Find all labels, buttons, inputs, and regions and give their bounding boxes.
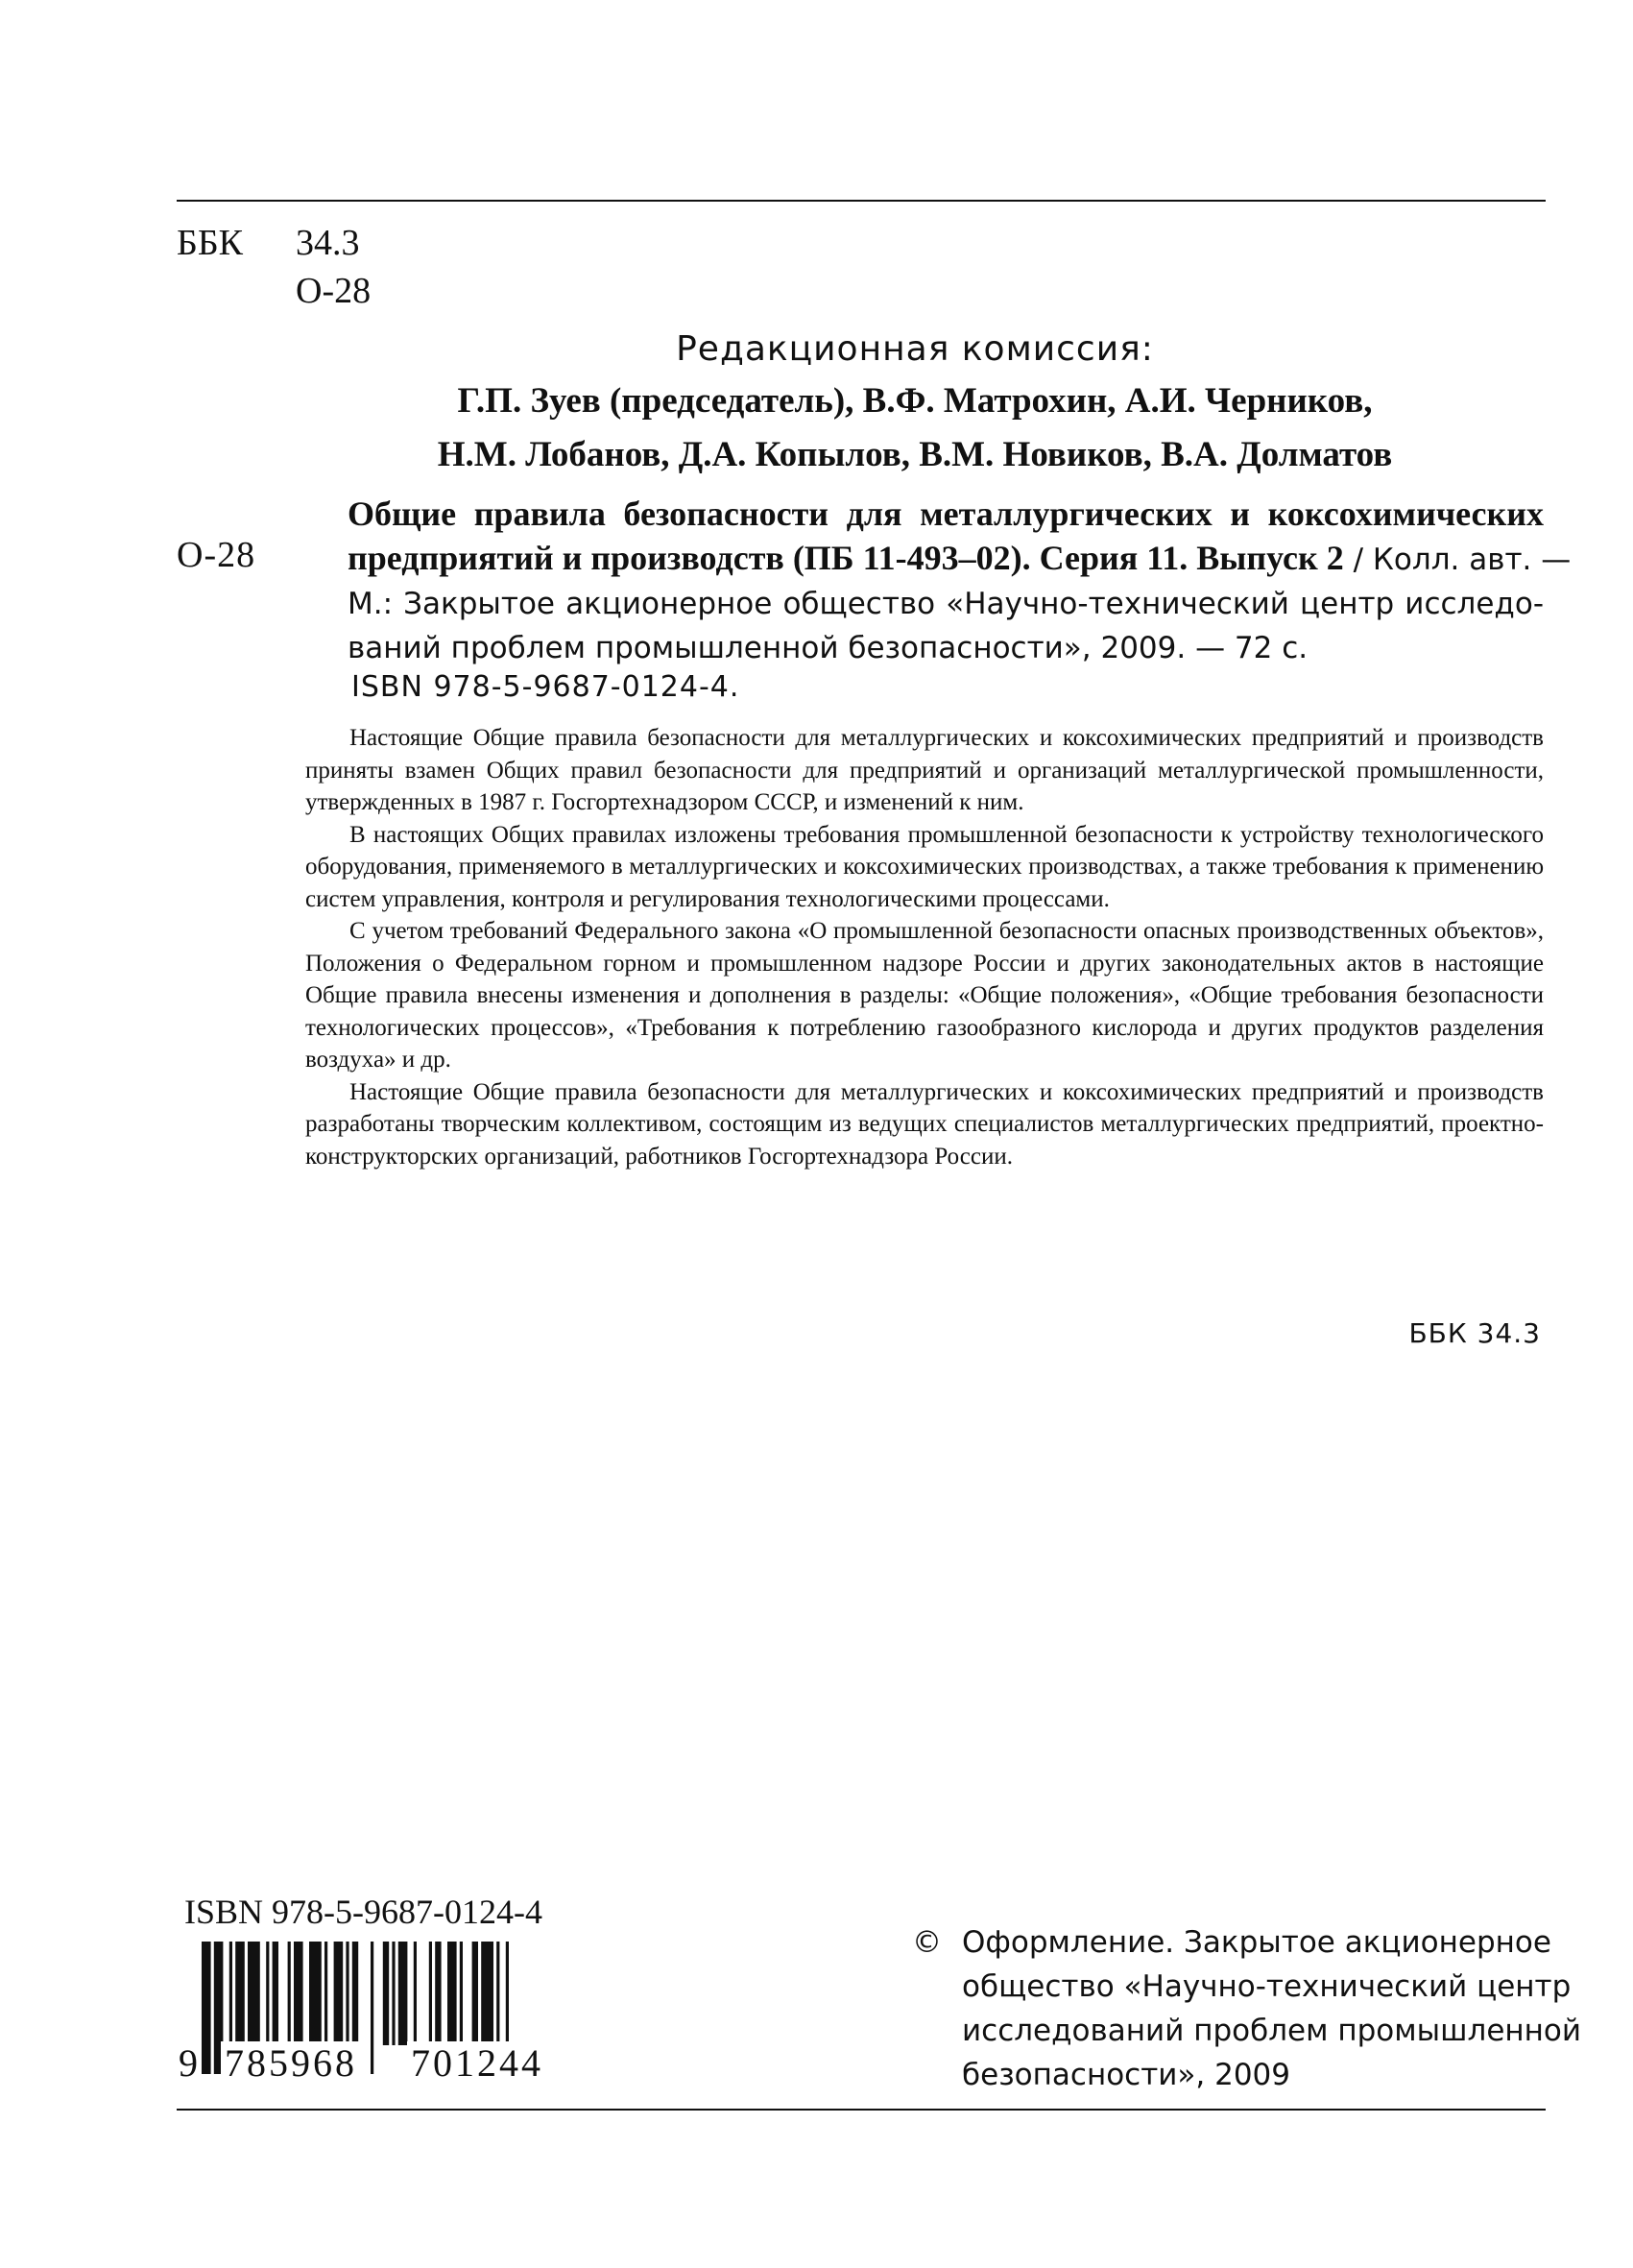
barcode-bar [235,1942,245,2045]
barcode-bar [309,1942,322,2045]
barcode-bar [346,1942,348,2045]
barcode-bar [447,1942,457,2045]
copyright-line: общество «Научно-технический центр [962,1969,1572,2004]
bibliographic-cipher: О-28 [177,535,256,575]
barcode-lead-digit: 9 [179,2041,198,2085]
barcode-bar [435,1942,441,2045]
barcode-bar [392,1942,395,2045]
copyright-line: безопасности», 2009 [962,2058,1290,2092]
copyright-symbol: © [912,1925,942,1960]
annotation-paragraph: Настоящие Общие правила безопасности для металлургических и коксохимических предприятий и производств разработаны творческим коллективом, состоящим из ведущих специалистов металлургических предприятий, проектно-конструкторских организаций, работников Госгортехнадзора России. [305,1078,1544,1170]
bbk-index-block [177,219,371,315]
bbk-label: ББК [177,223,243,263]
bibliographic-record [348,492,1572,670]
bbk-bottom-code: ББК 34.3 [1408,1317,1541,1349]
authorship-note: / Колл. авт. — [1343,543,1572,577]
barcode-bar [229,1942,232,2045]
isbn-record: ISBN 978-5-9687-0124-4. [351,670,740,704]
copyright-line: Оформление. Закрытое акционерное [962,1925,1551,1960]
commission-members-line-2: Н.М. Лобанов, Д.А. Копылов, В.М. Новиков, В.А. Долматов [437,435,1393,474]
annotation [305,722,1544,1172]
book-title-line-1: Общие правила безопасности для металлургических и коксохимических [348,495,1544,533]
barcode-bar [481,1942,493,2045]
annotation-paragraph: С учетом требований Федерального закона «О промышленной безопасности опасных производственных объектов», Положения о Федеральном горном и промышленном надзоре России и других законодательных актов в настоящие Общие правила внесены изменения и дополнения в разделы: «Общие положения», «Общие требования безопасности технологических процессов», «Требования к потреблению газообразного кислорода и других продуктов разделения воздуха» и др. [305,918,1544,1073]
barcode-bar [496,1942,499,2045]
barcode-bar [266,1942,269,2045]
barcode-group-1: 785968 [221,2041,361,2086]
commission-members-line-1: Г.П. Зуев (председатель), В.Ф. Матрохин, А.И. Черников, [457,381,1373,421]
annotation-paragraph: Настоящие Общие правила безопасности для металлургических и коксохимических предприятий и производств приняты взамен Общих правил безопасности для предприятий и организаций металлургической промышленности, утвержденных в 1987 г. Госгортехнадзором СССР, и изменений к ним. [305,725,1544,815]
top-rule [177,200,1546,202]
barcode-bar [460,1942,463,2045]
barcode-bar [288,1942,291,2045]
commission-title: Редакционная комиссия: [676,329,1154,369]
barcode-bar [294,1942,303,2045]
barcode-bar [429,1942,432,2045]
barcode-bar [472,1942,478,2045]
barcode-bar [248,1942,260,2045]
copyright-notice [912,1920,1581,2097]
barcode-bar [324,1942,327,2045]
imprint-line-1: М.: Закрытое акционерное общество «Научно-технический центр исследо- [348,587,1544,621]
barcode-bar [334,1942,344,2045]
bottom-rule [177,2109,1546,2111]
barcode-bar [398,1942,408,2045]
barcode-bar [273,1942,278,2045]
annotation-paragraph: В настоящих Общих правилах изложены требования промышленной безопасности к устройству технологического оборудования, применяемого в металлургических и коксохимических производствах, а также требования к применению систем управления, контроля и регулирования технологическими процессами. [305,821,1544,912]
barcode-bar [383,1942,389,2045]
barcode-bar [414,1942,417,2045]
barcode-isbn-text: ISBN 978-5-9687-0124-4 [184,1893,542,1931]
barcode-group-2: 701244 [407,2041,547,2086]
editorial-commission [288,325,1542,482]
imprint-line-2: ваний проблем промышленной безопасности», 2009. — 72 с. [348,631,1309,665]
copyright-line: исследований проблем промышленной [962,2014,1582,2048]
book-title-line-2: предприятий и производств (ПБ 11-493–02). Серия 11. Выпуск 2 [348,539,1344,577]
bbk-code: 34.3 [296,223,360,263]
barcode-digits [179,2041,607,2089]
author-sign: О-28 [296,271,372,311]
